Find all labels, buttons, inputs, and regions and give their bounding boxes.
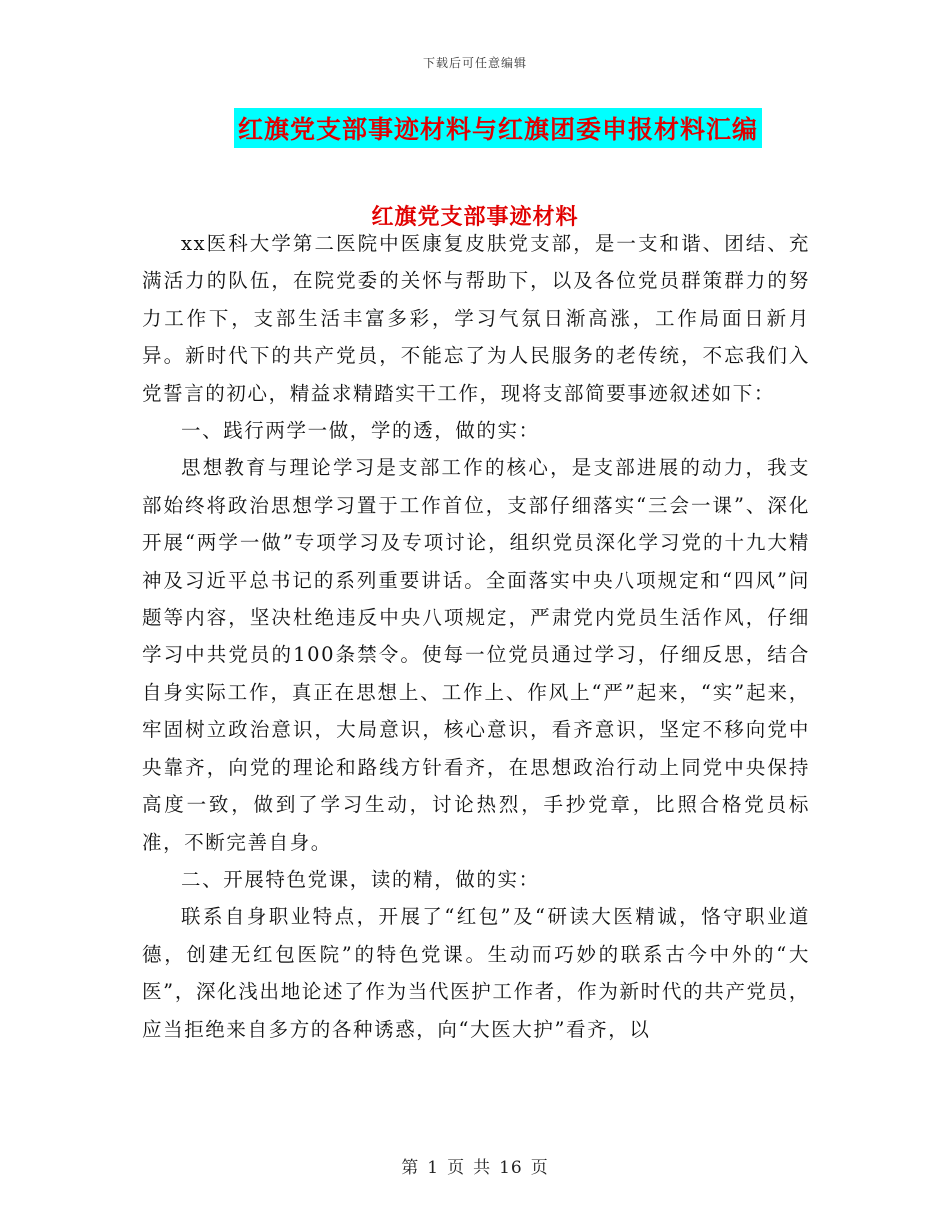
section-title: 红旗党支部事迹材料 bbox=[371, 204, 579, 230]
footer-page-label: 页 bbox=[447, 1158, 466, 1178]
footer-total-label: 共 bbox=[473, 1158, 492, 1178]
header-note: 下载后可任意编辑 bbox=[422, 56, 527, 70]
heading-point-1: 一、践行两学一做，学的透，做的实： bbox=[181, 419, 540, 443]
footer-total-pages: 16 bbox=[499, 1158, 523, 1178]
document-title-text: 红旗党支部事迹材料与红旗团委申报材料汇编 bbox=[234, 108, 762, 148]
paragraph-point-1: 思想教育与理论学习是支部工作的核心，是支部进展的动力，我支部始终将政治思想学习置于工作首位，支部仔细落实“三会一课”、深化开展“两学一做”专项学习及专项讨论，组织党员深化学习党的十九大精神及习近平总书记的系列重要讲话。全面落实中央八项规定和“四风”问题等内容，坚决杜绝违反中央八项规定，严肃党内党员生活作风，仔细学习中共党员的100条禁令。使每一位党员通过学习，仔细反思，结合自身实际工作，真正在思想上、工作上、作风上“严”起来，“实”起来，牢固树立政治意识，大局意识，核心意识，看齐意识，坚定不移向党中央靠齐，向党的理论和路线方针看齐，在思想政治行动上同党中央保持高度一致，做到了学习生动，讨论热烈，手抄党章，比照合格党员标准，不断完善自身。 bbox=[142, 456, 810, 854]
footer-page-number: 1 bbox=[427, 1158, 440, 1178]
paragraph-intro: xx医科大学第二医院中医康复皮肤党支部，是一支和谐、团结、充满活力的队伍，在院党委的关怀与帮助下，以及各位党员群策群力的努力工作下，支部生活丰富多彩，学习气氛日渐高涨，工作局面日新月异。新时代下的共产党员，不能忘了为人民服务的老传统，不忘我们入党誓言的初心，精益求精踏实干工作，现将支部简要事迹叙述如下： bbox=[142, 232, 810, 405]
heading-point-2: 二、开展特色党课，读的精，做的实： bbox=[181, 867, 540, 891]
document-body bbox=[142, 225, 810, 1048]
footer-prefix: 第 bbox=[401, 1158, 420, 1178]
page-footer bbox=[0, 1153, 950, 1178]
paragraph-point-2: 联系自身职业特点，开展了“红包”及“研读大医精诚，恪守职业道德，创建无红包医院”的特色党课。生动而巧妙的联系古今中外的“大医”，深化浅出地论述了作为当代医护工作者，作为新时代的共产党员，应当拒绝来自多方的各种诱惑，向“大医大护”看齐，以 bbox=[142, 905, 810, 1041]
document-title bbox=[0, 108, 950, 148]
footer-suffix: 页 bbox=[530, 1158, 549, 1178]
